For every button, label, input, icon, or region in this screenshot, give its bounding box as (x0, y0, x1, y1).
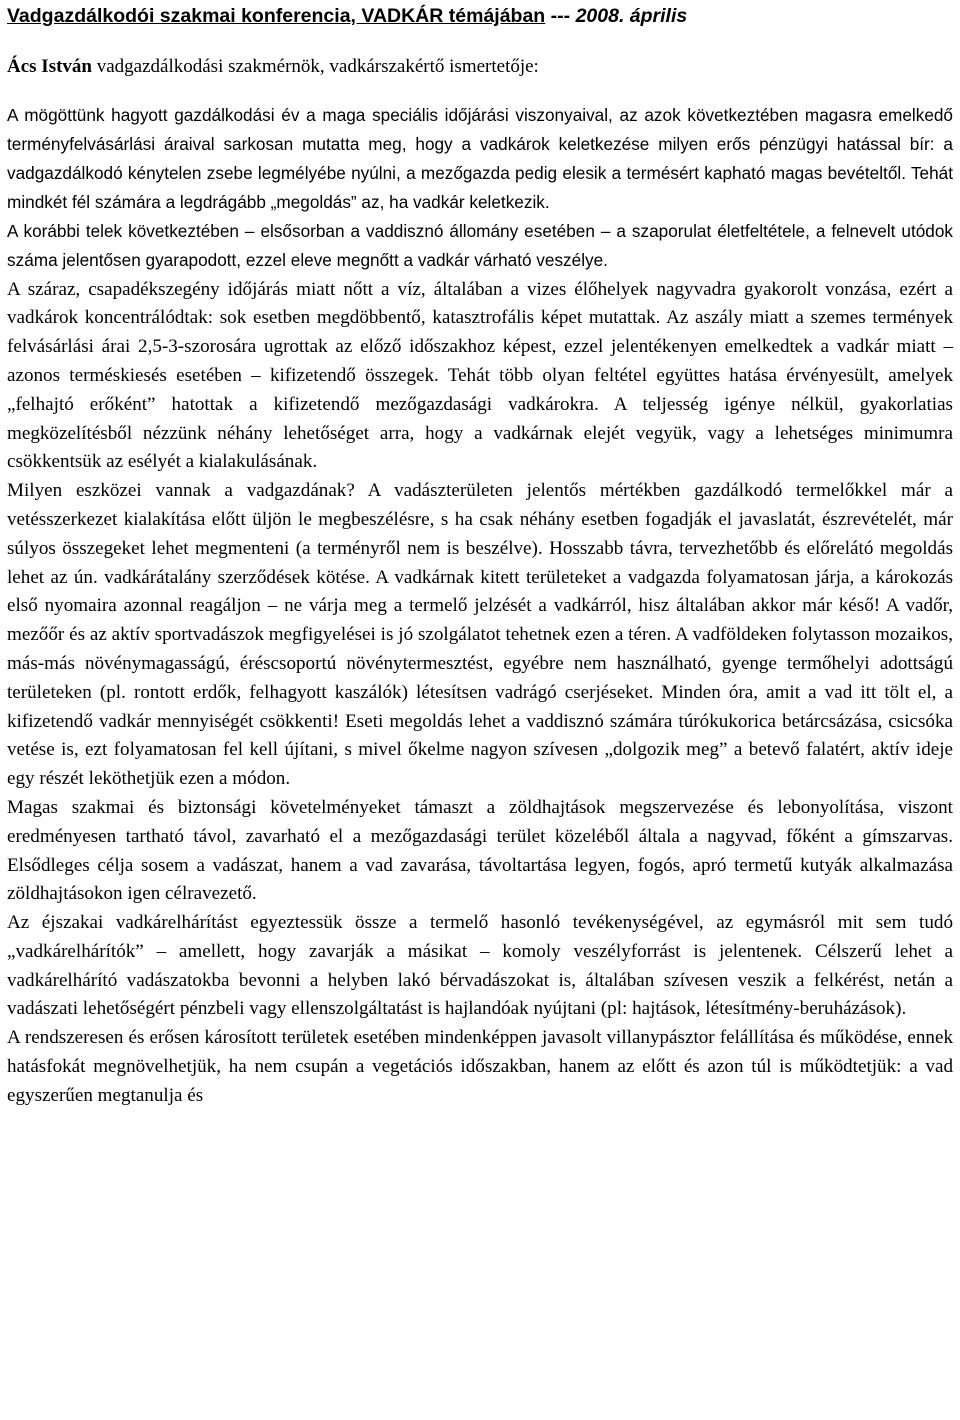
title-date: 2008. április (575, 5, 688, 27)
paragraph-electric-fence: A rendszeresen és erősen károsított területek esetében mindenképpen javasolt villanypásztor felállítása és működése, ennek hatásfokát megnövelhetjük, ha nem csupán a vegetációs időszakban, hanem az előtt és azon túl is működtetjük: a vad egyszerűen megtanulja és (7, 1027, 953, 1106)
document-header (7, 0, 953, 32)
author-name: Ács István (7, 56, 92, 77)
paragraph-previous-winters: A korábbi telek következtében – elsősorban a vaddisznó állomány esetében – a szaporulat életfeltétele, a felnevelt utódok száma jelentősen gyarapodott, ezzel eleve megnőtt a vadkár várható veszélye. (7, 221, 953, 271)
title-separator: --- (545, 5, 576, 27)
paragraph-green-drives: Magas szakmai és biztonsági követelményeket támaszt a zöldhajtások megszervezése és lebonyolítása, viszont eredményesen tartható távol, zavarható el a mezőgazdasági terület közeléből általa a nagyvad, főként a gímszarvas. Elsődleges célja sosem a vadászat, hanem a vad zavarása, távoltartása legyen, fogós, apró termetű kutyák alkalmazása zöldhajtásokon igen célravezető. (7, 796, 953, 905)
paragraph-night-prevention: Az éjszakai vadkárelhárítást egyeztessük össze a termelő hasonló tevékenységével, az egymásról mit sem tudó „vadkárelhárítók” – amellett, hogy zavarják a másikat – komoly veszélyforrást is jelentenek. Célszerű lehet a vadkárelhárító vadászatokba bevonni a helyben lakó bérvadászokat is, általában szívesen veszik a felkérést, netán a vadászati lehetőségért pénzbeli vagy ellenszolgáltatást is hajlandóak nyújtani (pl: hajtások, létesítmény-beruházások). (7, 912, 953, 1020)
author-line (7, 54, 953, 80)
paragraph-dry-weather: A száraz, csapadékszegény időjárás miatt nőtt a víz, általában a vizes élőhelyek nagyvadra gyakorolt vonzása, ezért a vadkárok koncentrálódtak: sok esetben megdöbbentő, katasztrofális képet mutattak. Az aszály miatt a szemes termények felvásárlási árai 2,5-3-szorosára ugrottak az előző időszakhoz képest, ezzel jelentékenyen emelkedtek a vadkár miatt – azonos terméskiesés esetében – kifizetendő összegek. Tehát több olyan feltétel együttes hatása érvényesült, amelyek „felhajtó erőként” hatottak a kifizetendő mezőgazdasági vadkárokra. A teljesség igénye nélkül, gyakorlatias megközelítésből nézzünk néhány lehetőséget arra, hogy a vadkárnak elejét vegyük, vagy a lehetséges minimumra csökkentsük az esélyét a kialakulásának. (7, 278, 953, 473)
paragraph-intro: A mögöttünk hagyott gazdálkodási év a maga speciális időjárási viszonyaival, az azok következtében magasra emelkedő terményfelvásárlási áraival sarkosan mutatta meg, hogy a vadkárok keletkezése milyen erős pénzügyi hatással bír: a vadgazdálkodó kénytelen zsebe legmélyébe nyúlni, a mezőgazda pedig elesik a termésért kapható magas bevételtől. Tehát mindkét fél számára a legdrágább „megoldás” az, ha vadkár keletkezik. (7, 105, 953, 213)
author-description: vadgazdálkodási szakmérnök, vadkárszakértő ismertetője: (91, 56, 539, 77)
paragraph-game-manager-tools: Milyen eszközei vannak a vadgazdának? A vadászterületen jelentős mértékben gazdálkodó termelőkkel már a vetésszerkezet kialakítása előtt üljön le megbeszélésre, s ha csak néhány esetben fogadják el javaslatát, észrevételét, már súlyos összegeket lehet megmenteni (a terményről nem is beszélve). Hosszabb távra, tervezhetőbb és előrelátó megoldás lehet az ún. vadkárátalány szerződések kötése. A vadkárnak kitett területeket a vadgazda folyamatosan járja, a károkozás első nyomaira azonnal reagáljon – ne várja meg a termelő jelzését a vadkárról, hisz általában akkor már késő! A vadőr, mezőőr és az aktív sportvadászok megfigyelései is jó szolgálatot tehetnek ezen a téren. A vadföldeken folytasson mozaikos, más-más növénymagasságú, éréscsoportú növénytermesztést, egyébre nem használható, gyenge termőhelyi adottságú területeken (pl. rontott erdők, felhagyott kaszálók) létesítsen vadrágó cserjéseket. Minden óra, amit a vad itt tölt el, a kifizetendő vadkár mennyiségét csökkenti! Eseti megoldás lehet a vaddisznó számára túrókukorica betárcsázása, csicsóka vetése is, ezt folyamatosan fel kell újítani, s mivel őkelme nagyon szívesen „dolgozik meg” a betevő falatért, aktív ideje egy részét leköthetjük ezen a módon. (7, 480, 953, 790)
conference-title-link[interactable]: Vadgazdálkodói szakmai konferencia, VADKÁR témájában (7, 5, 546, 27)
